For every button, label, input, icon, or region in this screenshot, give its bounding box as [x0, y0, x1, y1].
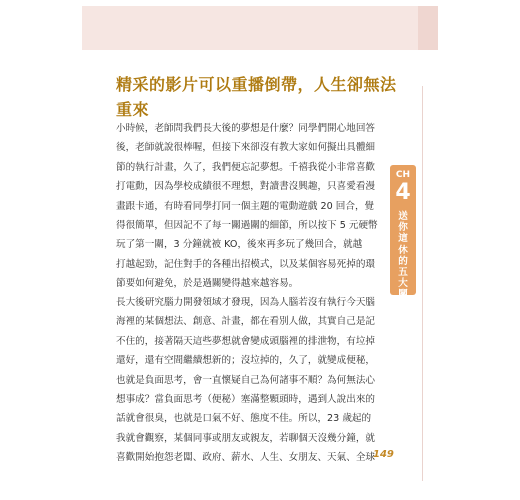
text-line: 畫跟卡通，有時看同學打同一個主題的電動遊戲 20 回合，覺	[116, 200, 375, 212]
paragraph-1	[116, 119, 416, 294]
text-line: 節要如何避免，於是過關變得越來越容易。	[116, 278, 299, 290]
header-corner	[418, 6, 438, 50]
text-line: 喜歡開始抱怨老闆、政府、薪水、人生、女朋友、天氣、全球	[116, 452, 376, 464]
text-line: 後，老師就說很棒喔，但接下來卻沒有教大家如何擬出具體細	[116, 142, 376, 154]
chapter-number: 4	[395, 180, 411, 205]
sidebar-divider	[422, 86, 423, 481]
paragraph-2	[116, 293, 416, 468]
chapter-title: 送你這休的五大關鍵	[398, 211, 408, 312]
text-line: 長大後研究腦力開發領域才發現，因為人腦若沒有執行今天腦	[116, 297, 376, 308]
text-line: 小時候，老師問我們長大後的夢想是什麼？同學們開心地回答	[116, 123, 376, 134]
text-line: 也就是負面思考，會一直懷疑自己為何諸事不順？為何無法心	[116, 374, 376, 386]
text-line: 想事成？當負面思考（便秘）塞滿整顆頭時，遇到人說出來的	[116, 394, 376, 406]
header-band	[82, 6, 438, 50]
text-line: 打越起勁，記住對手的各種出招模式，以及某個容易死掉的環	[116, 258, 376, 270]
text-line: 海裡的某個想法、創意、計畫，都在看別人做，其實自己是記	[116, 316, 376, 328]
text-line: 節的執行計畫，久了，我們便忘記夢想。千禧我從小非常喜歡	[116, 161, 376, 173]
text-line: 我就會觀察，某個同事或朋友或親友，若聊個天沒幾分鐘，就	[116, 432, 376, 444]
chapter-label: CH	[395, 170, 411, 180]
text-line: 還好，還有空間繼續想新的；沒垃掉的，久了，就變成便秘，	[116, 355, 376, 367]
heading-line-2: 重來	[116, 100, 150, 119]
text-line: 得很簡單，但因記不了每一關過關的細節，所以按下 5 元硬幣	[116, 220, 378, 232]
heading-line-1: 精采的影片可以重播倒帶，人生卻無法	[116, 75, 397, 94]
chapter-tab	[390, 165, 416, 312]
section-heading	[116, 72, 416, 122]
page-number: 149	[373, 449, 394, 460]
book-page	[82, 6, 438, 496]
text-line: 玩了第一關，3 分鐘就被 KO，後來再多玩了幾回合，就越	[116, 239, 363, 251]
text-line: 打電動，因為學校成績很不理想，對讀書沒興趣，只喜愛看漫	[116, 181, 376, 193]
text-line: 不住的，接著隔天這些夢想就會變成頭腦裡的排泄物，有垃掉	[116, 335, 376, 347]
text-line: 話就會很臭，也就是口氣不好、態度不佳。所以，23 歲起的	[116, 413, 372, 425]
